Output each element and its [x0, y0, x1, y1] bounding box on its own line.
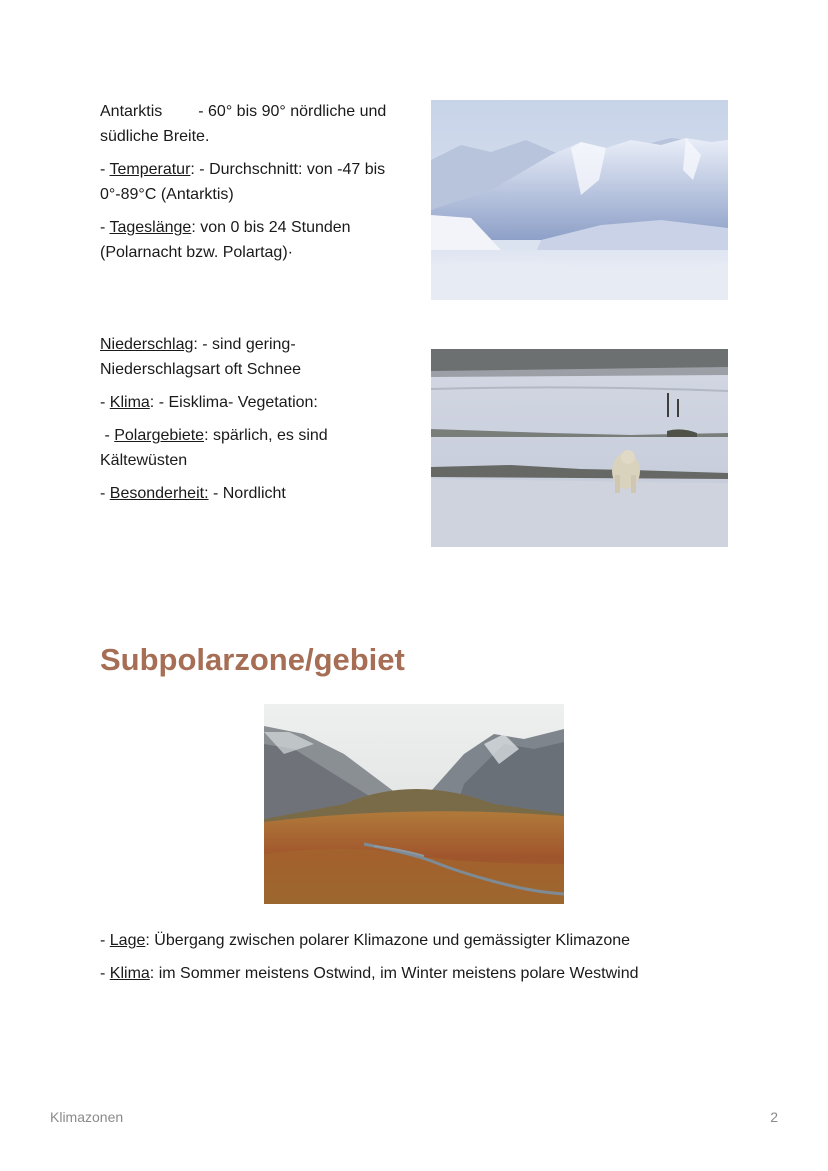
special-label: Besonderheit:: [109, 485, 209, 502]
precipitation-text: : - sind gering- Niederschlagsart oft Schnee: [100, 336, 301, 378]
bullet-dash: -: [100, 427, 115, 444]
polar-facts-block-2: [100, 332, 400, 514]
subpolar-heading: Subpolarzone/gebiet: [100, 642, 405, 677]
bullet-dash: -: [100, 965, 110, 982]
climate-text: : - Eisklima- Vegetation:: [149, 394, 318, 411]
temperature-label: Temperatur: [109, 161, 191, 178]
polar-climate-line: [100, 390, 400, 415]
bullet-dash: -: [100, 161, 110, 178]
polar-regions-line: [100, 423, 400, 473]
snowy-mountains-photo: [431, 100, 728, 300]
bullet-dash: -: [100, 932, 110, 949]
subpolar-facts-block: [100, 928, 740, 994]
polar-location-text: - 60° bis 90° nördliche und südliche Breite.: [100, 103, 387, 145]
location-label: Lage: [109, 932, 146, 949]
bullet-dash: -: [100, 485, 110, 502]
polar-location-line: [100, 99, 400, 149]
bullet-dash: -: [100, 394, 110, 411]
precipitation-label: Niederschlag: [100, 336, 194, 353]
polar-special-line: [100, 481, 400, 506]
special-text: - Nordlicht: [208, 485, 286, 502]
tundra-valley-photo: [264, 704, 564, 904]
polar-precipitation-line: [100, 332, 400, 382]
subpolar-climate-label: Klima: [109, 965, 150, 982]
polar-location-label: Antarktis: [100, 103, 163, 120]
polar-facts-block-1: [100, 99, 400, 273]
footer-document-title: Klimazonen: [50, 1109, 124, 1125]
daylength-label: Tageslänge: [109, 219, 192, 236]
subpolar-climate-text: : im Sommer meistens Ostwind, im Winter meistens polare Westwind: [149, 965, 639, 982]
subpolar-location-line: [100, 928, 740, 953]
polar-regions-text: : spärlich, es sind Kältewüsten: [100, 427, 328, 469]
polar-bear-tundra-photo: [431, 349, 728, 547]
daylength-text: : von 0 bis 24 Stunden (Polarnacht bzw. Polartag)·: [100, 219, 351, 261]
polar-daylength-line: [100, 215, 400, 265]
subpolar-climate-line: [100, 961, 740, 986]
location-text: : Übergang zwischen polarer Klimazone und gemässigter Klimazone: [145, 932, 631, 949]
climate-label: Klima: [109, 394, 150, 411]
bullet-dash: -: [100, 219, 110, 236]
polar-temperature-line: [100, 157, 400, 207]
temperature-text: : - Durchschnitt: von -47 bis 0°-89°C (Antarktis): [100, 161, 386, 203]
polar-regions-label: Polargebiete: [114, 427, 205, 444]
footer-page-number: 2: [770, 1109, 778, 1125]
